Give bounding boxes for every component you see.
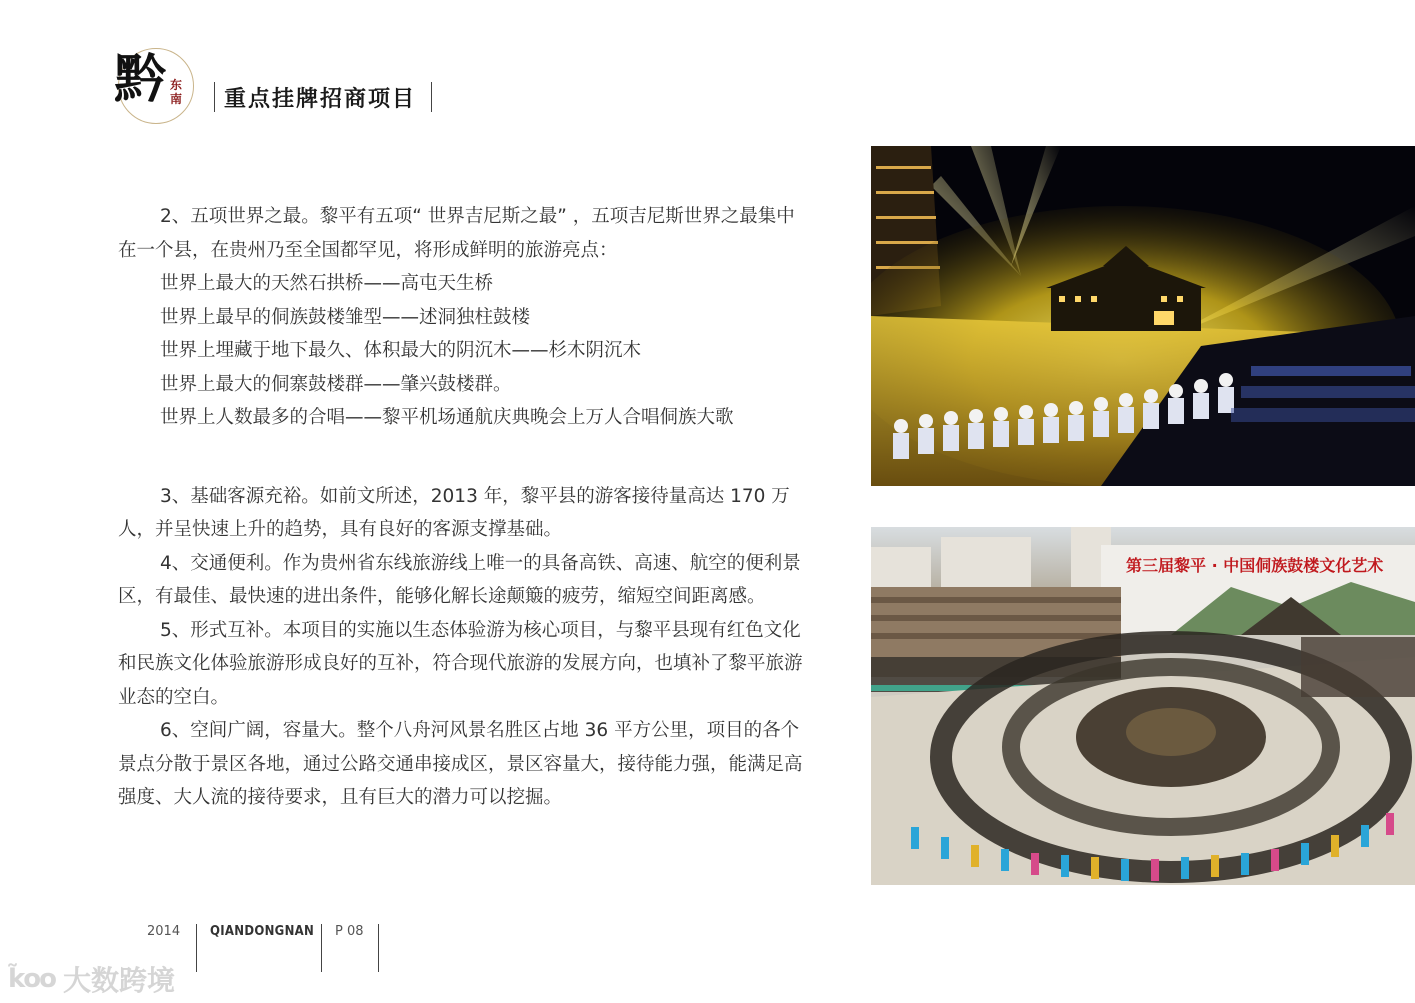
page-title: 重点挂牌招商项目 (224, 86, 417, 112)
main-content (118, 200, 808, 815)
footer-divider (321, 924, 322, 972)
paragraph-world-records-intro: 2、五项世界之最。黎平有五项“ 世界吉尼斯之最” ，五项吉尼斯世界之最集中在一个县，在贵州乃至全国都罕见，将形成鲜明的旅游亮点： (118, 206, 795, 261)
watermark-text: 大数跨境 (63, 964, 176, 997)
record-item: 世界上人数最多的合唱——黎平机场通航庆典晚会上万人合唱侗族大歌 (160, 407, 734, 428)
record-item: 世界上最大的天然石拱桥——高屯天生桥 (160, 273, 494, 294)
record-item: 世界上最早的侗族鼓楼雏型——述洞独柱鼓楼 (160, 306, 531, 328)
paragraph-visitor-base: 3、基础客源充裕。如前文所述，2013 年，黎平县的游客接待量高达 170 万人，并呈快速上升的趋势，具有良好的客源支撑基础。 (118, 485, 790, 540)
page-number: P 08 (335, 924, 364, 939)
logo-sub-characters: 东南 (170, 78, 183, 106)
night-performance-illustration (871, 146, 1415, 486)
record-item: 世界上埋藏于地下最久、体积最大的阴沉木——杉木阴沉木 (160, 340, 642, 361)
logo-main-character: 黔 (114, 49, 167, 110)
footer-year: 2014 (147, 924, 181, 939)
banner-text: 第三届黎平 · 中国侗族鼓楼文化艺术 (1126, 556, 1384, 575)
footer-brand: QIANDONGNAN (210, 924, 315, 939)
paragraph-space-capacity: 6、空间广阔，容量大。整个八舟河风景名胜区占地 36 平方公里，项目的各个景点分散于景区各地，通过公路交通串接成区，景区容量大，接待能力强，能满足高强度、大人流的接待要求，且有巨大的潜力可以挖掘。 (118, 720, 803, 808)
header-divider-right (431, 82, 432, 112)
footer-divider (378, 924, 379, 972)
logo (114, 48, 196, 124)
paragraph-complementary: 5、形式互补。本项目的实施以生态体验游为核心项目，与黎平县现有红色文化和民族文化体验旅游形成良好的互补，符合现代旅游的发展方向，也填补了黎平旅游业态的空白。 (118, 619, 803, 708)
record-item: 世界上最大的侗寨鼓楼群——肇兴鼓楼群。 (160, 373, 512, 395)
watermark-logo: k̃oo (8, 964, 56, 994)
paragraph-gap (118, 435, 808, 480)
festival-illustration (871, 527, 1415, 885)
paragraph-transport: 4、交通便利。作为贵州省东线旅游线上唯一的具备高铁、高速、航空的便利景区，有最佳、最快速的进出条件，能够化解长途颠簸的疲劳，缩短空间距离感。 (118, 552, 801, 607)
watermark (8, 960, 175, 998)
photo-drum-tower-festival (871, 527, 1415, 885)
footer-divider (196, 924, 197, 972)
photo-night-performance (871, 146, 1415, 486)
header-divider-left (214, 82, 215, 112)
